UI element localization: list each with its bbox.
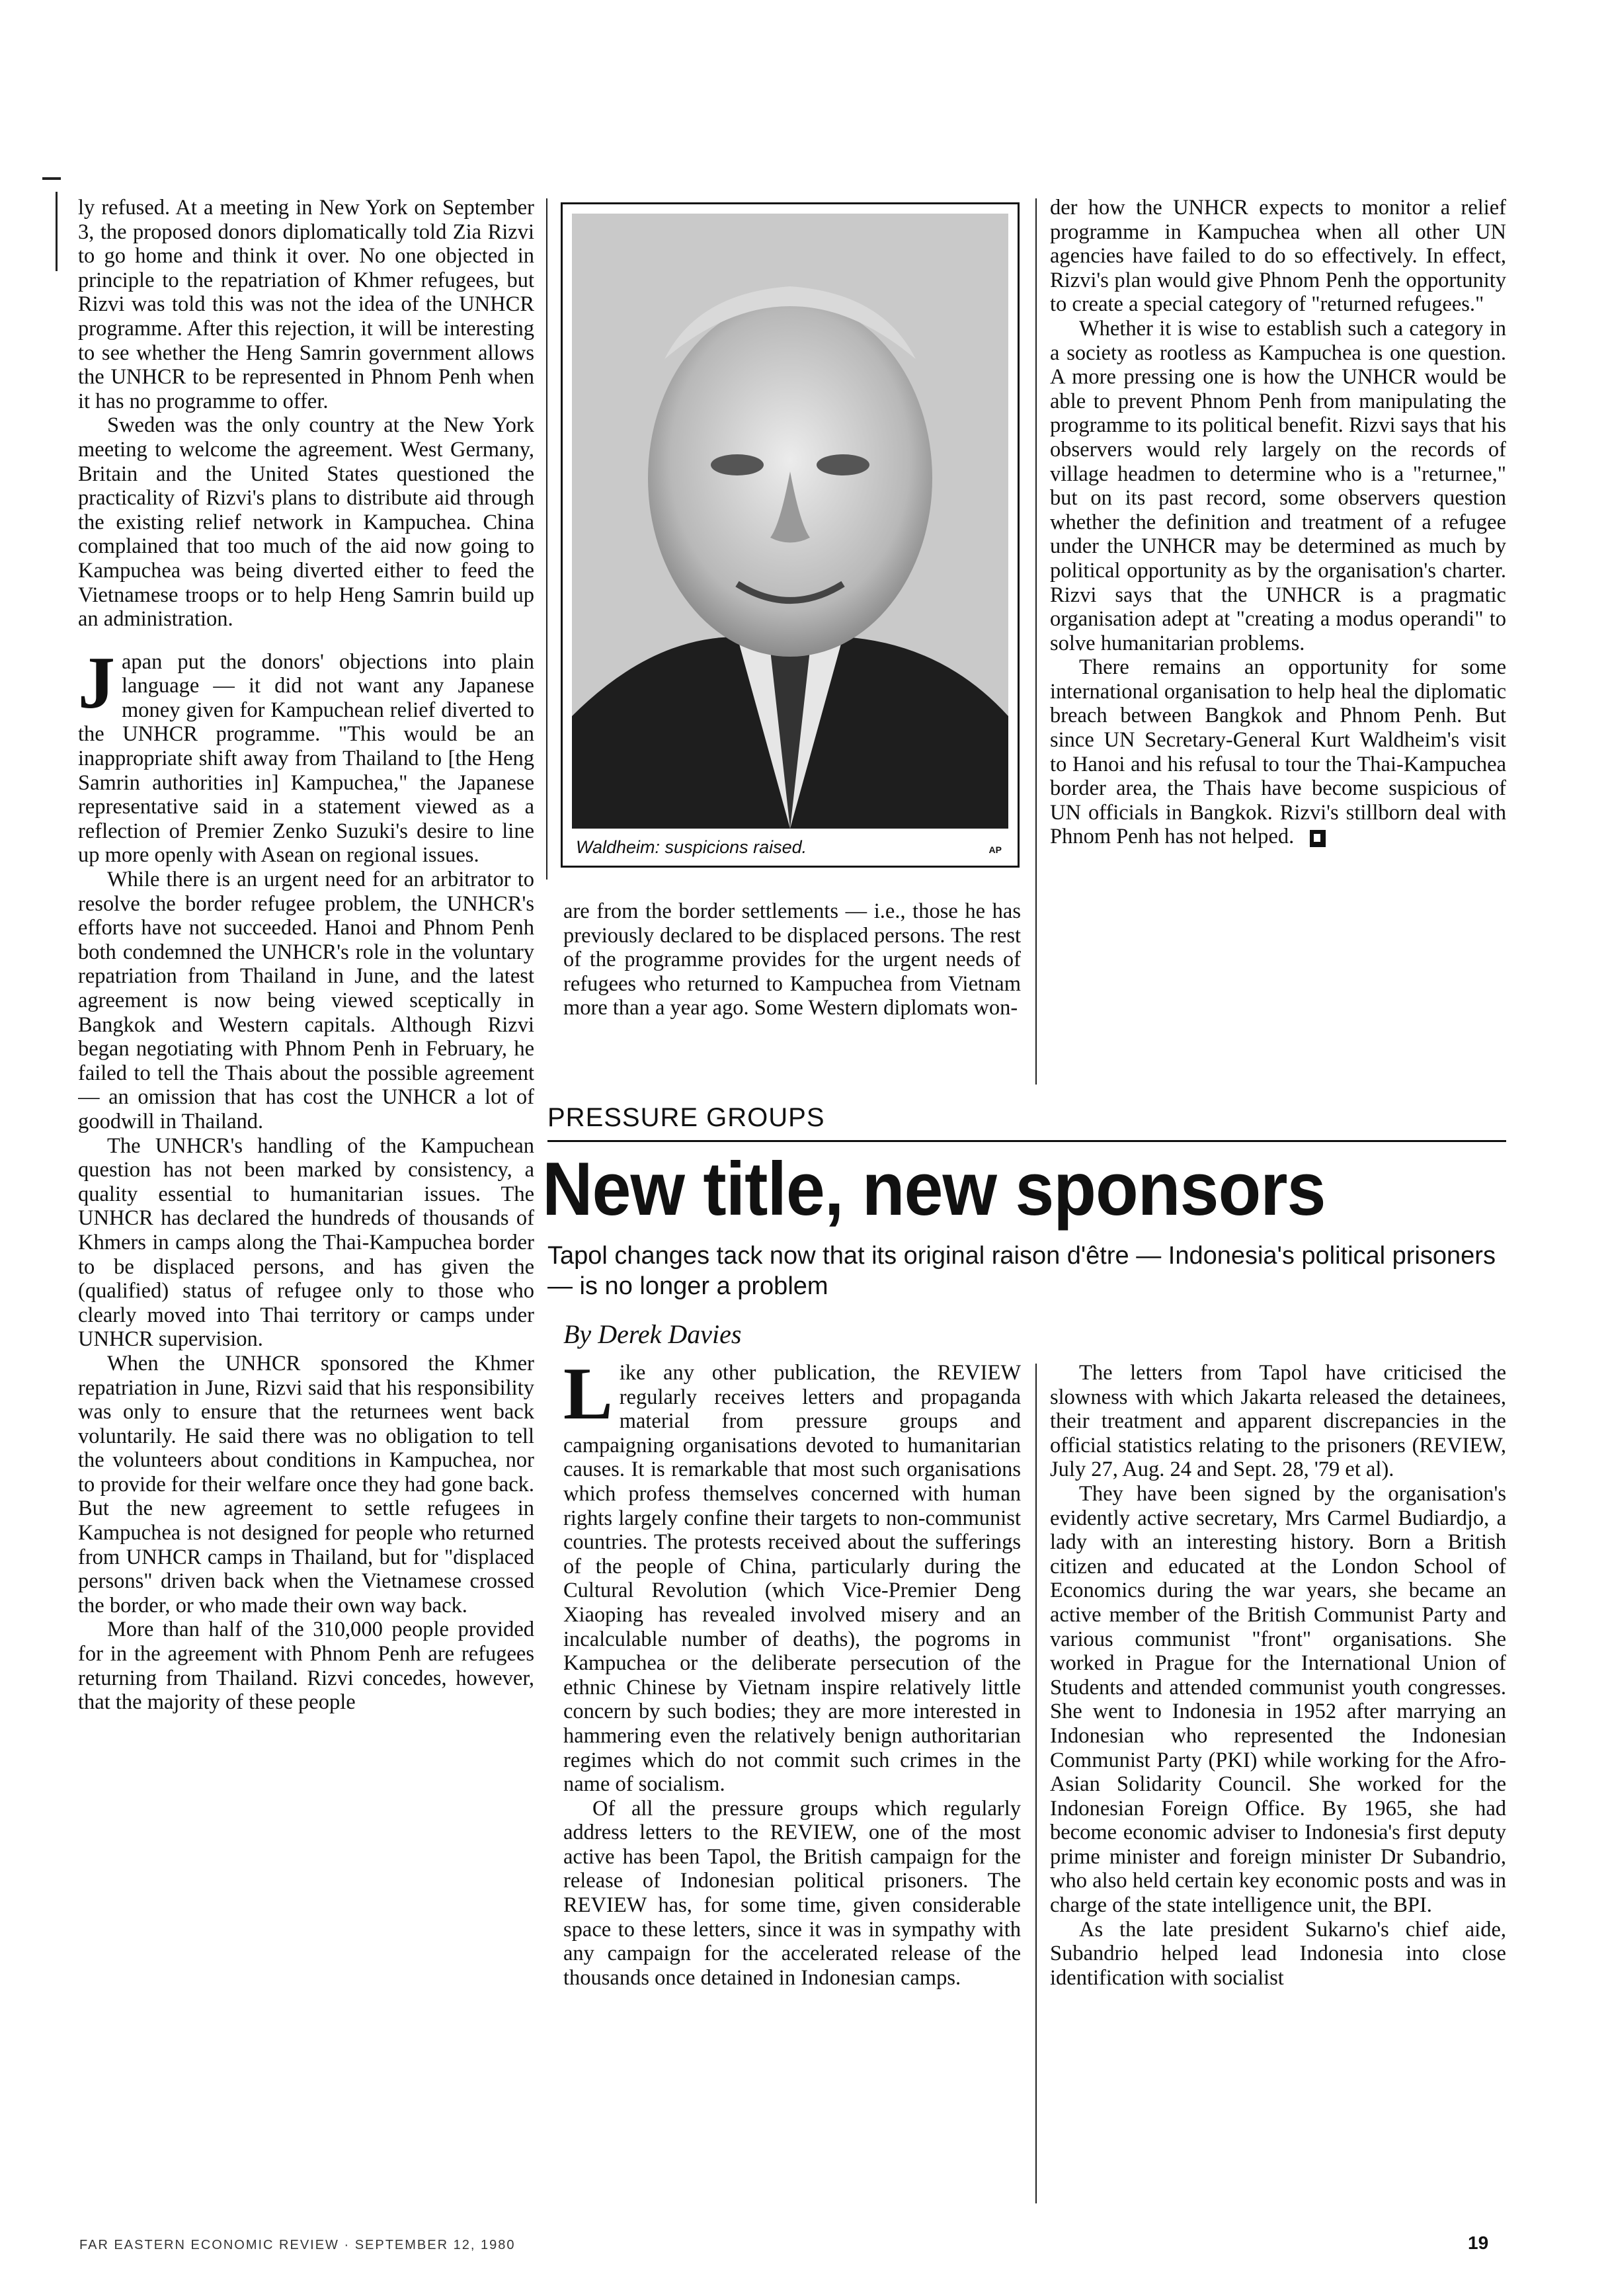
article-column-1 [78,196,534,2140]
article-column-2-top [563,899,1021,1078]
dropcap-paragraph [563,1361,1021,1797]
headline: New title, new sponsors [542,1147,1326,1231]
paragraph-text: apan put the donors' objections into plain language — it did not want any Japanese money given for Kampuchean relief diverted to the UNHCR programme. "This would be an inappropriate shift away from Thailand to [the Heng Samrin authorities in] Kampuchea," the Japanese representative said in a statement viewed as a reflection of Premier Zenko Suzuki's desire to line up more openly with Asean on regional issues. [78,649,534,868]
margin-mark [42,177,61,180]
paragraph: Of all the pressure groups which regularly address letters to the REVIEW, one of the most active has been Tapol, the British campaign for the release of Indonesian political prisoners. The REVIEW has, for some time, given considerable space to these letters, since it was in sympathy with any campaign for the accelerated release of the thousands once detained in Indonesian camps. [563,1796,1021,1990]
subheadline: Tapol changes tack now that its original raison d'être — Indonesia's political prisoners — is no longer a problem [547,1242,1496,1300]
section-label: PRESSURE GROUPS [547,1103,825,1132]
paragraph-text: ike any other publication, the REVIEW regularly receives letters and propaganda material from pressure groups and campaigning organisations devoted to humanitarian causes. It is remarkable that most such organisations which profess themselves concerned with human rights largely confine their targets to non-communist countries. The protests received about the sufferings of the people of China, particularly during the Cultural Revolution (which Vice-Premier Deng Xiaoping has revealed involved misery and an incalculable number of deaths), the pogroms in Kampuchea or the deliberate persecution of the ethnic Chinese by Vietnam inspire relatively little concern by such bodies; they are more interested in hammering even the relatively benign authoritarian regimes which do not commit such crimes in the name of socialism. [563,1361,1021,1797]
paragraph: When the UNHCR sponsored the Khmer repatriation in June, Rizvi said that his responsibility was only to ensure that the returnees went back voluntarily. He said there was no obligation to tell the volunteers about conditions in Kampuchea, nor to provide for their welfare once they had gone back. But the new agreement to settle refugees in Kampuchea is not designed for people who returned from UNHCR camps in Thailand, but for "displaced persons" driven back when the Vietnamese crossed the border, or who made their own way back. [78,1351,534,1618]
paragraph: Sweden was the only country at the New York meeting to welcome the agreement. West Germany, Britain and the United States questioned the practicality of Rizvi's plans to distribute aid through the existing relief network in Kampuchea. China complained that too much of the aid now going to Kampuchea was being diverted either to feed the Vietnamese troops or to help Heng Samrin build up an administration. [78,413,534,632]
byline: By Derek Davies [563,1319,742,1349]
article-column-2-bottom [563,1361,1021,2214]
margin-rule [56,192,58,271]
photo-credit: AP [988,844,1002,855]
paragraph: They have been signed by the organisation's evidently active secretary, Mrs Carmel Budiardjo, a lady with an interesting history. Born a British citizen and educated at the London School of Economics during the war years, she became an active member of the British Communist Party and various communist "front" organisations. She worked in Prague for the International Union of Students and attended communist youth congresses. She went to Indonesia in 1952 after marrying an Indonesian who represented the Indonesian Communist Party (PKI) while working for the Afro-Asian Solidarity Council. She worked for the Indonesian Foreign Office. By 1965, she had become economic adviser to Indonesia's first deputy prime minister and foreign minister Dr Subandrio, who also held certain key economic posts and was in charge of the state intelligence unit, the BPI. [1050,1481,1506,1918]
drop-cap: J [78,641,115,724]
portrait-illustration [572,214,1008,829]
paragraph: While there is an urgent need for an arbitrator to resolve the border refugee problem, the UNHCR's efforts have not succeeded. Hanoi and Phnom Penh both condemned the UNHCR's role in the voluntary repatriation from Thailand in June, and the latest agreement is now being viewed sceptically in Bangkok and Western capitals. Although Rizvi began negotiating with Phnom Penh in February, he failed to tell the Thais about the possible agreement — an omission that has cost the UNHCR a lot of goodwill in Thailand. [78,868,534,1133]
paragraph-text: There remains an opportunity for some international organisation to help heal the diplomatic breach between Bangkok and Phnom Penh. But since UN Secretary-General Kurt Waldheim's visit to Hanoi and his refusal to tour the Thai-Kampuchea border area, the Thais have become suspicious of UN officials in Bangkok. Rizvi's stillborn deal with Phnom Penh has not helped. [1050,655,1506,849]
paragraph: The letters from Tapol have criticised the slowness with which Jakarta released the detainees, their treatment and apparent discrepancies in the official statistics relating to the prisoners (REVIEW, July 27, Aug. 24 and Sept. 28, '79 et al). [1050,1361,1506,1482]
page-number: 19 [1468,2233,1489,2253]
paragraph: Whether it is wise to establish such a category in a society as rootless as Kampuchea is one question. A more pressing one is how the UNHCR would be able to prevent Phnom Penh from manipulating the programme to its political benefit. Rizvi says that his observers would rely largely on the records of village headmen to determine who is a "returnee," but on its past record, some observers question whether the definition and treatment of a refugee under the UNHCR may be determined as much by political opportunity as by the organisation's charter. Rizvi says that the UNHCR is a pragmatic organisation adept at "creating a modus operandi" to solve humanitarian problems. [1050,316,1506,655]
article-column-3-top [1050,196,1506,1082]
paragraph: The UNHCR's handling of the Kampuchean question has not been marked by consistency, a quality essential to humanitarian issues. The UNHCR has declared the hundreds of thousands of Khmers in camps along the Thai-Kampuchea border to be displaced persons, and has given the (qualified) status of refugee only to those who clearly moved into Thai territory or camps under UNHCR supervision. [78,1133,534,1352]
photo-caption: Waldheim: suspicions raised. [576,837,807,857]
photo-box [561,202,1020,868]
paragraph: are from the border settlements — i.e., those he has previously declared to be displaced persons. The rest of the programme provides for the urgent needs of refugees who returned to Kampuchea from Vietnam more than a year ago. Some Western diplomats won- [563,899,1021,1020]
footer-publication: FAR EASTERN ECONOMIC REVIEW · SEPTEMBER 12, 1980 [79,2238,516,2252]
article-column-3-bottom [1050,1361,1506,2214]
section-rule [547,1140,1506,1142]
paragraph: ly refused. At a meeting in New York on September 3, the proposed donors diplomatically told Zia Rizvi to go home and think it over. No one objected in principle to the repatriation of Khmer refugees, but Rizvi was told this was not the idea of the UNHCR programme. After this rejection, it will be interesting to see whether the Heng Samrin government allows the UNHCR to be represented in Phnom Penh when it has no programme to offer. [78,196,534,413]
column-rule [1035,1364,1037,2203]
paragraph: As the late president Sukarno's chief aide, Subandrio helped lead Indonesia into close identification with socialist [1050,1917,1506,1990]
column-rule [1035,198,1037,1085]
paragraph: der how the UNHCR expects to monitor a relief programme in Kampuchea when all other UN agencies have failed to do so effectively. In effect, Rizvi's plan would give Phnom Penh the opportunity to create a special category of "returned refugees." [1050,196,1506,317]
paragraph-last [1050,655,1506,849]
column-rule [546,198,547,880]
paragraph: More than half of the 310,000 people provided for in the agreement with Phnom Penh are refugees returning from Thailand. Rizvi concedes, however, that the majority of these people [78,1618,534,1715]
end-of-story-mark [1310,830,1326,847]
drop-cap: L [563,1361,613,1435]
portrait-photo [572,214,1008,829]
dropcap-paragraph [78,641,534,868]
